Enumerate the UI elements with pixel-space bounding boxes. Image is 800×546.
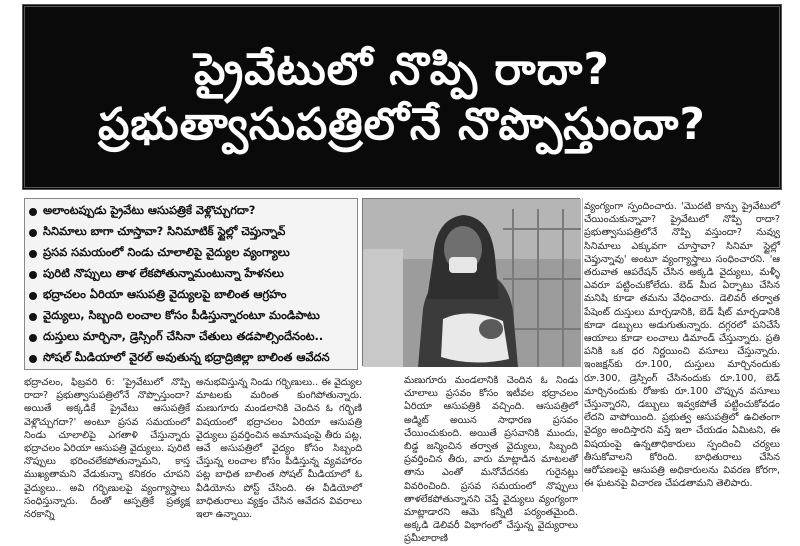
photo-illustration (363, 199, 581, 367)
bullet-icon (29, 313, 37, 321)
highlight-item: వైద్యులు, సిబ్బంది లంచాల కోసం పీడిస్తున్నారంటూ మండిపాటు (29, 306, 353, 327)
bullet-icon (29, 271, 37, 279)
article-column-4: వ్యంగ్యంగా స్పందించారు. 'మొదటి కాన్పు ప్రైవేటులో చేయించుకున్నావా? ప్రైవేటులో నొప్పి రాదా? ప్రభుత్వాసుపత్రిలోనే నొప్పి వస్తుందా? నువ్వు సినిమాలు ఎక్కువగా చూస్తావా? సినిమా స్టైల్లో చెప్తున్నావు' అంటూ వ్యంగ్యాస్త్రాలు సంధించారని. 'ఆ తరువాత ఆపరేషన్ చేసిన అక్కడి వైద్యులు, మళ్ళీ ఎవరూ పట్టించుకోలేదు. బెడ్ మీద ఏర్పాటు చేసిన మనిషి కూడా తమను వేధించారు. డెలివరీ తర్వాత పేషెంట్ దుస్తులు మార్చడానికి, బెడ్ షీట్ మార్చడానికి కూడా డబ్బులు అడుగుతున్నారు. దగ్గరలో పనిచేసే ఆయాలు కూడా లంచాలు డిమాండ్ చేస్తున్నారు. ప్రతి పనికి ఒక ధర నిర్ణయించి వసూలు చేస్తున్నారు. ఇంజక్షన్‌కు రూ.100, దుస్తులు మార్చినందుకు రూ.300, డ్రెస్సింగ్ చేసినందుకు రూ.100, బెడ్ మార్చినందుకు రోజుకు రూ.100 చొప్పున వసూలు చేస్తున్నారని, డబ్బులు ఇవ్వకపోతే పట్టించుకోవడం లేదని వాపోయింది. ప్రభుత్వ ఆసుపత్రిలో ఉచితంగా వైద్యం అందిస్తారని వస్తే ఇలా చేయడం ఏమిటని, ఈ విషయంపై ఉన్నతాధికారులు స్పందించి చర్యలు తీసుకోవాలని కోరింది. బాధితురాలు చేసిన ఆరోపణలపై ఆసుపత్రి అధికారులను వివరణ కోరగా, ఈ ఘటనపై విచారణ చేపడతామని తెలిపారు. (584, 201, 780, 490)
highlight-item: ప్రసవ సమయంలో నిండు చూలాలిపై వైద్యుల వ్యంగ్యాలు (29, 243, 353, 264)
bullet-icon (29, 229, 37, 237)
article-column-2: అనుభవిస్తున్న నిండు గర్భిణులు.. ఈ వైద్యుల మాటలకు మరింత కుంగిపోతున్నారు. మణుగూరు మండలానికి చెందిన ఓ గర్భిణి విషయంలో భద్రాచలం ఏరియా ఆసుపత్రి వైద్యులు ప్రవర్తించిన అమానుషంపై తీరు పట్ల, ఆవే అసుపత్రిలో వైద్యం కోసం సిబ్బంది చేస్తున్న లంచాల కోసం పీడిస్తున్న వ్యవహారం పట్ల బాధిత బాలింత సోషల్ మీడియాలో ఓ వీడియోను పోస్ట్ చేసింది. ఈ వీడియోలో బాధితురాలు వ్యక్తం చేసిన ఆవేదన వివరాలు ఇలా ఉన్నాయి. (196, 377, 362, 521)
bullet-icon (29, 208, 37, 216)
highlight-item: అలాంటప్పుడు ప్రైవేటు ఆసుపత్రికే వెళ్లొచ్చుగదా? (29, 201, 353, 222)
headline-line-2: ప్రభుత్వాసుపత్రిలోనే నొప్పొస్తుందా? (98, 99, 706, 150)
article-column-3: మణుగూరు మండలానికి చెందిన ఓ నిండు చూలాలు ప్రసవం కోసం ఇటీవల భద్రాచలం ఏరియా ఆసుపత్రికి వచ్చింది. ఆసుపత్రిలో అడ్మిట్ అయిన సాధారణ ప్రసవం చేయించుకుంది. అయితే ప్రసవానికి ముందు, బిడ్డ జన్మించిన తర్వాత వైద్యులు, సిబ్బంది ప్రవర్తించిన తీరు, వారు మాట్లాడిన మాటలతో తాను ఎంతో మనోవేదనకు గురైనట్లు వివరించింది. ప్రసవ సమయంలో నొప్పులు తాళలేకపోతున్నానని చెప్తే వైద్యులు వ్యంగ్యంగా మాట్లాడారని ఆమె కన్నీటి పర్యంతమైంది. అక్కడి డెలివరీ విభాగంలో చేస్తున్న వైద్యురాలు ప్రమీలారాణి (404, 375, 578, 545)
bullet-icon (29, 250, 37, 258)
bullet-icon (29, 334, 37, 342)
article-column-1: భద్రాచలం, ఫిబ్రవరి 6: 'ప్రైవేటులో నొప్పి రాదా? ప్రభుత్వాసుపత్రిలోనే నొప్పొస్తుందా? అయితే అక్కడికే ప్రైవేటు ఆసుపత్రికే వెళ్లొచ్చుగదా?' అంటూ ప్రసవ సమయంలో నిండు చూలాలిపై ఎగతాళి చేస్తున్నారు భద్రాచలం ఏరియా ఆసుపత్రి వైద్యులు. పురిటి నొప్పులు భరించలేకపోతున్నామని, కాస్త ముఖ్యతామని వేడుకున్నా కనికరం చూపని వైద్యులు.. అవి గర్భిణులపై వ్యంగ్యాస్త్రాలు సంధిస్తున్నారు. దీంతో ఆస్పత్రికే ప్రత్యక్ష నరకాన్ని (24, 377, 190, 521)
headline-banner (22, 4, 782, 190)
highlight-item: భద్రాచలం ఏరియా ఆసుపత్రి వైద్యులపై బాలింత ఆగ్రహం (29, 285, 353, 306)
headline-line-1: ప్రైవేటులో నొప్పి రాదా? (194, 44, 610, 95)
column-divider (582, 198, 583, 492)
highlight-item: సోషల్ మీడియాలో వైరల్ అవుతున్న భద్రాద్రిజిల్లా బాలింత ఆవేదన (29, 348, 353, 369)
highlights-box (24, 198, 358, 370)
bullet-icon (29, 292, 37, 300)
highlight-item: పురిటి నొప్పులు తాళ లేకపోతున్నామంటున్నా హేళనలు (29, 264, 353, 285)
highlight-item: సినిమాలు బాగా చూస్తావా? సినిమాటిక్ స్టైల్లో చెప్తున్నావ్ (29, 222, 353, 243)
mother-baby-photo (362, 198, 580, 366)
highlight-item: దుస్తులు మార్చినా, డ్రెస్సింగ్ చేసినా చేతులు తడపాల్సిందేనంట.. (29, 327, 353, 348)
bullet-icon (29, 355, 37, 363)
